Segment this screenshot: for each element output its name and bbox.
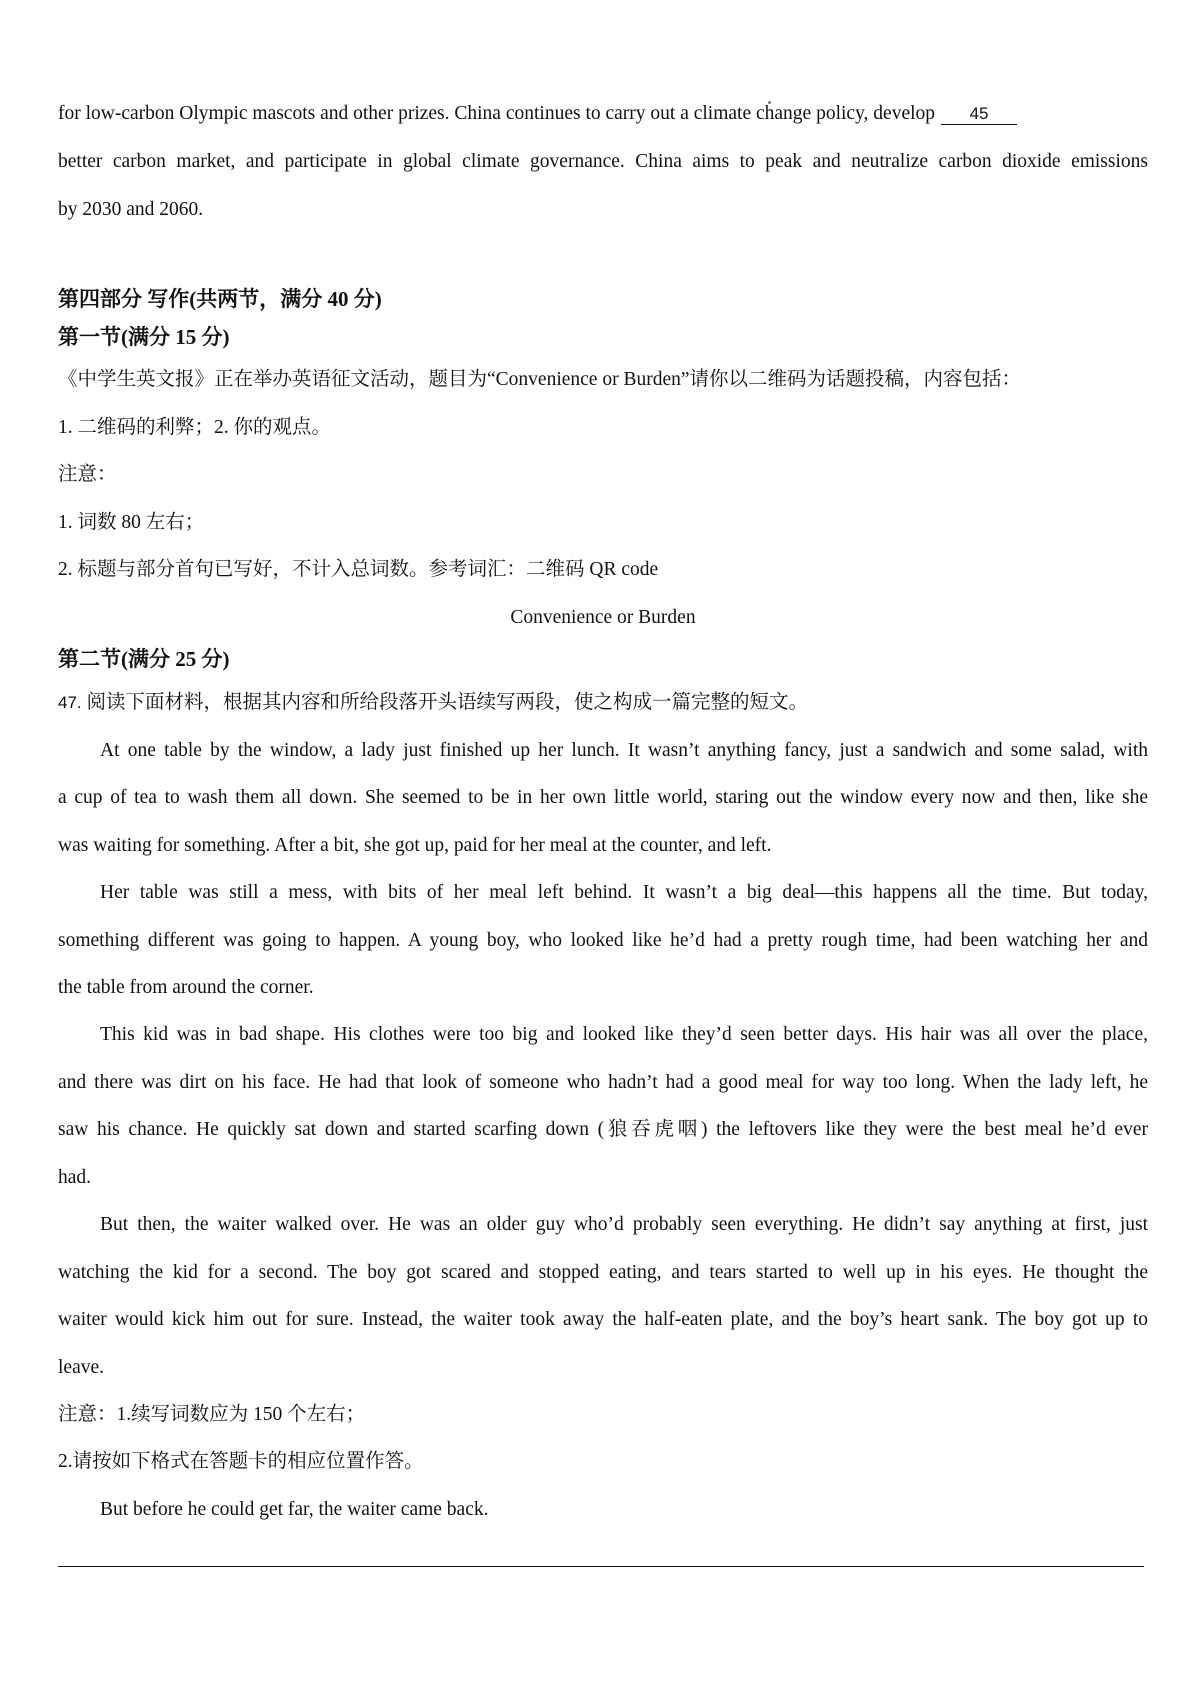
section2-title: 第二节(满分 25 分) bbox=[58, 647, 230, 671]
section1-note-2: 2. 标题与部分首句已写好，不计入总词数。参考词汇：二维码 QR code bbox=[58, 559, 659, 580]
continuation-line-2: better carbon market, and participate in global climate governance. China aims to peak and neutralize carbon dioxide emissions bbox=[58, 151, 1148, 172]
section1-title: 第一节(满分 15 分) bbox=[58, 325, 230, 349]
para1-line1: At one table by the window, a lady just finished up her lunch. It wasn’t anything fancy, just a sandwich and some salad, with bbox=[100, 740, 1148, 761]
section2-note-1: 注意：1.续写词数应为 150 个左右； bbox=[58, 1404, 366, 1425]
section2-note-2: 2.请按如下格式在答题卡的相应位置作答。 bbox=[58, 1451, 424, 1472]
para4-line3: waiter would kick him out for sure. Instead, the waiter took away the half-eaten plate, and the boy’s heart sank. The boy got up to bbox=[58, 1309, 1148, 1330]
section1-prompt: 《中学生英文报》正在举办英语征文活动，题目为“Convenience or Burden”请你以二维码为话题投稿，内容包括： bbox=[58, 369, 1022, 390]
part4-title: 第四部分 写作(共两节，满分 40 分) bbox=[58, 287, 382, 311]
para3-line1: This kid was in bad shape. His clothes were too big and looked like they’d seen better days. His hair was all over the place, bbox=[100, 1024, 1148, 1045]
answer-line bbox=[58, 1566, 1144, 1567]
para4-line2: watching the kid for a second. The boy got scared and stopped eating, and tears started to well up in his eyes. He thought the bbox=[58, 1262, 1148, 1283]
para2-line2: something different was going to happen. A young boy, who looked like he’d had a pretty rough time, had been watching her and bbox=[58, 930, 1148, 951]
continuation-line-3: by 2030 and 2060. bbox=[58, 199, 204, 220]
para4-line4: leave. bbox=[58, 1357, 105, 1378]
continuation-starter: But before he could get far, the waiter came back. bbox=[100, 1499, 489, 1520]
para4-line1: But then, the waiter walked over. He was an older guy who’d probably seen everything. He didn’t say anything at first, just bbox=[100, 1214, 1148, 1235]
section1-note-1: 1. 词数 80 左右； bbox=[58, 512, 205, 533]
para3-line4: had. bbox=[58, 1167, 92, 1188]
section2-instruction: 47. 阅读下面材料，根据其内容和所给段落开头语续写两段，使之构成一篇完整的短文。 bbox=[58, 692, 809, 713]
para1-line2: a cup of tea to wash them all down. She seemed to be in her own little world, staring out the window every now and then, like she bbox=[58, 787, 1148, 808]
para2-line1: Her table was still a mess, with bits of her meal left behind. It wasn’t a big deal—this happens all the time. But today, bbox=[100, 882, 1148, 903]
section1-note-label: 注意： bbox=[58, 464, 117, 485]
answer-blank-45: 45 bbox=[941, 104, 1017, 125]
section1-points: 1. 二维码的利弊；2. 你的观点。 bbox=[58, 417, 332, 438]
para3-line3: saw his chance. He quickly sat down and started scarfing down (狼吞虎咽) the leftovers like they were the best meal he’d ever bbox=[58, 1119, 1148, 1140]
para1-line3: was waiting for something. After a bit, she got up, paid for her meal at the counter, and left. bbox=[58, 835, 772, 856]
para3-line2: and there was dirt on his face. He had that look of someone who hadn’t had a good meal for way too long. When the lady left, he bbox=[58, 1072, 1148, 1093]
question-number: 47. bbox=[58, 693, 82, 712]
continuation-line-1: for low-carbon Olympic mascots and other prizes. China continues to carry out a climate change policy, develop 45 bbox=[58, 102, 1148, 126]
essay-title: Convenience or Burden bbox=[510, 607, 696, 628]
para2-line3: the table from around the corner. bbox=[58, 977, 314, 998]
